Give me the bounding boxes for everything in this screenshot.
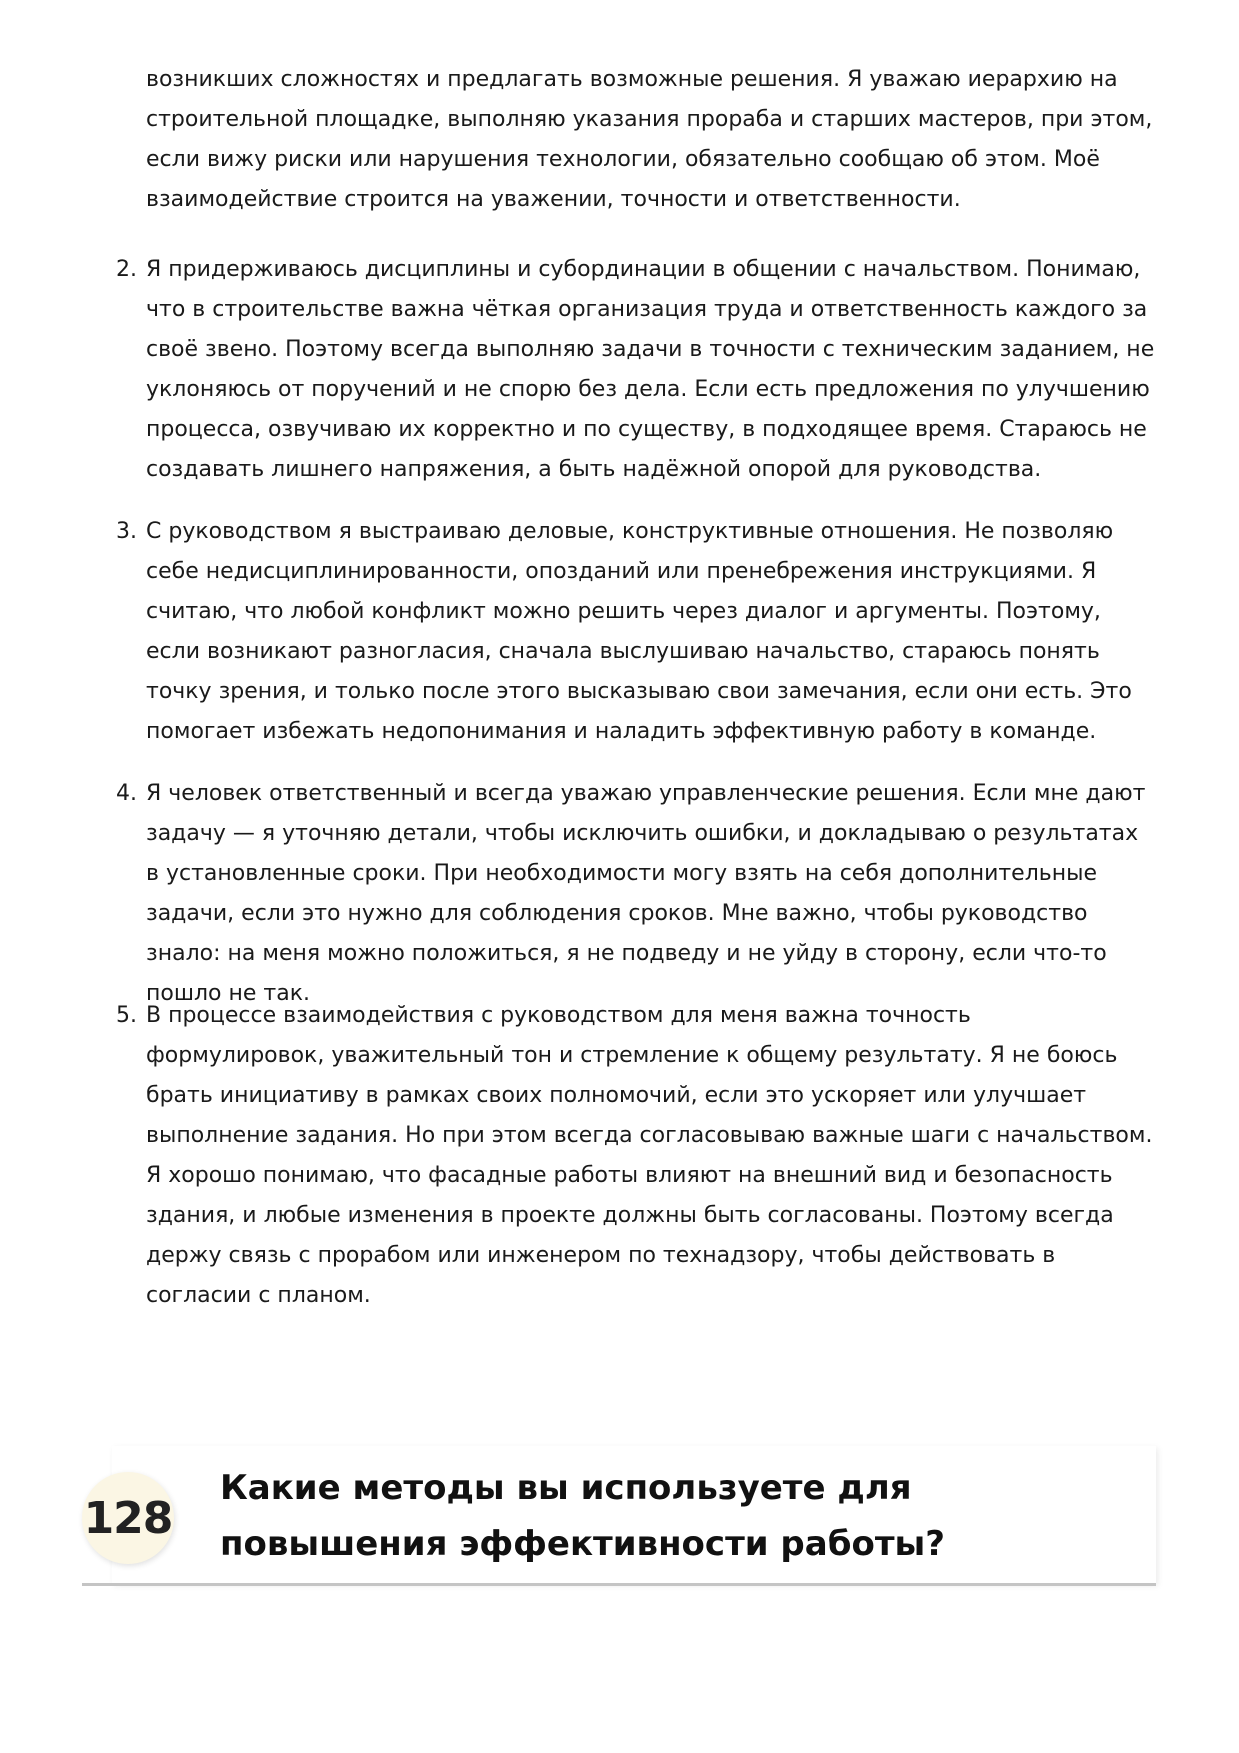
question-number-badge: 128 xyxy=(82,1472,174,1564)
answer-number: 5. xyxy=(116,1003,137,1028)
answer-text: В процессе взаимодействия с руководством для меня важна точность формулировок, уважительный тон и стремление к общему результату. Я не боюсь брать инициативу в рамках своих полномочий, если это ускоряет или улучшает выполнение задания. Но при этом всегда согласовываю важные шаги с начальством. Я хорошо понимаю, что фасадные работы влияют на внешний вид и безопасность здания, и любые изменения в проекте должны быть согласованы. Поэтому всегда держу связь с прорабом или инженером по технадзору, чтобы действовать в согласии с планом. xyxy=(146,1003,1153,1308)
answer-number: 4. xyxy=(116,781,137,806)
answer-number: 3. xyxy=(116,519,137,544)
answer-item xyxy=(116,512,1156,752)
question-divider xyxy=(82,1583,1156,1586)
answer-item xyxy=(116,996,1156,1316)
answer-item xyxy=(116,774,1156,1014)
answer-text: Я придерживаюсь дисциплины и субординации в общении с начальством. Понимаю, что в строительстве важна чёткая организация труда и ответственность каждого за своё звено. Поэтому всегда выполняю задачи в точности с техническим заданием, не уклоняюсь от поручений и не спорю без дела. Если есть предложения по улучшению процесса, озвучиваю их корректно и по существу, в подходящее время. Стараюсь не создавать лишнего напряжения, а быть надёжной опорой для руководства. xyxy=(146,257,1155,482)
answer-number: 2. xyxy=(116,257,137,282)
question-block xyxy=(82,1446,1156,1586)
answer-item xyxy=(116,250,1156,490)
question-title: Какие методы вы используете для повышения эффективности работы? xyxy=(220,1468,945,1564)
answer-text: Я человек ответственный и всегда уважаю управленческие решения. Если мне дают задачу — я уточняю детали, чтобы исключить ошибки, и докладываю о результатах в установленные сроки. При необходимости могу взять на себя дополнительные задачи, если это нужно для соблюдения сроков. Мне важно, чтобы руководство знало: на меня можно положиться, я не подведу и не уйду в сторону, если что-то пошло не так. xyxy=(146,781,1146,1006)
answer-text: С руководством я выстраиваю деловые, конструктивные отношения. Не позволяю себе недисциплинированности, опозданий или пренебрежения инструкциями. Я считаю, что любой конфликт можно решить через диалог и аргументы. Поэтому, если возникают разногласия, сначала выслушиваю начальство, стараюсь понять точку зрения, и только после этого высказываю свои замечания, если они есть. Это помогает избежать недопонимания и наладить эффективную работу в команде. xyxy=(146,519,1132,744)
continuation-paragraph: возникших сложностях и предлагать возможные решения. Я уважаю иерархию на строительной площадке, выполняю указания прораба и старших мастеров, при этом, если вижу риски или нарушения технологии, обязательно сообщаю об этом. Моё взаимодействие строится на уважении, точности и ответственности. xyxy=(146,67,1153,212)
